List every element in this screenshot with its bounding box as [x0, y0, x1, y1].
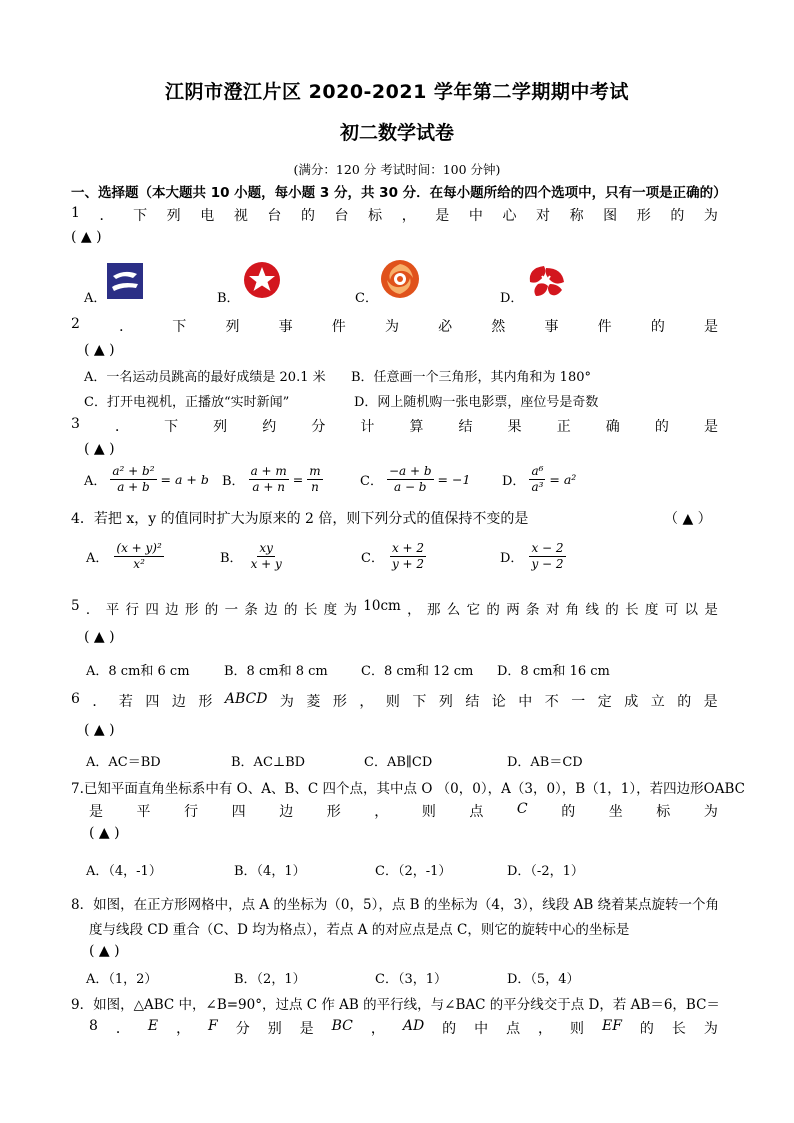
q6-char: 结: [465, 694, 480, 710]
fraction-denominator: n: [311, 480, 319, 494]
zhejiang-tv-logo: [107, 263, 143, 299]
q1-char: 列: [166, 208, 181, 224]
q4-option-b-label: B．: [220, 551, 243, 566]
fraction-numerator: a + m: [250, 464, 287, 478]
q6-char: 形: [198, 694, 213, 710]
q3-d-rhs: = a²: [549, 472, 577, 487]
q5-char: 长: [625, 602, 639, 618]
fraction-numerator: a² + b²: [112, 464, 155, 478]
q8-option-b: B．（2，1）: [234, 972, 306, 987]
q1-option-b-label: B．: [217, 291, 240, 306]
q3-b-fraction: [249, 464, 289, 495]
q6-option-d: D．AB＝CD: [507, 755, 583, 770]
q7-char: 边: [279, 804, 294, 820]
q6-option-a: A．AC＝BD: [86, 755, 161, 770]
q3-stem: [71, 416, 718, 436]
fraction-numerator: x + 2: [391, 541, 425, 555]
q2-number: 2: [71, 316, 80, 332]
q5-char: 的: [204, 602, 219, 618]
q6-char: 菱: [306, 694, 321, 710]
fraction-denominator: a + b: [117, 480, 150, 494]
q1-char: 台: [267, 208, 282, 224]
q4-option-a: [86, 541, 164, 572]
q3-char: 计: [360, 419, 375, 435]
q5-option-b: B．8 cm和 8 cm: [224, 664, 328, 679]
q7-option-a: A．（4，-1）: [86, 864, 162, 879]
q5-char: 两: [506, 602, 520, 618]
q1-char: 心: [502, 208, 517, 224]
q7-option-b: B．（4，1）: [234, 864, 306, 879]
q3-a-fraction: [110, 464, 156, 495]
q6-char: ．: [92, 694, 107, 710]
fraction-denominator: x + y: [250, 557, 282, 571]
q5-option-a: A．8 cm和 6 cm: [86, 664, 190, 679]
q2-char: ．: [119, 319, 134, 335]
q5-char: 长: [303, 602, 318, 618]
q6-option-c: C．AB∥CD: [364, 755, 433, 770]
q3-option-c: [360, 464, 470, 495]
q6-char: 下: [412, 694, 427, 710]
q1-char: 中: [468, 208, 483, 224]
q1-answer-mark: ( ▲ ): [71, 229, 102, 245]
q6-option-b: B．AC⊥BD: [231, 755, 306, 770]
q4-c-fraction: [390, 541, 426, 572]
q5-char: 四: [145, 602, 159, 618]
q5-char: 为: [343, 602, 357, 618]
q9-char: E: [147, 1018, 159, 1034]
q6-char: 则: [385, 694, 400, 710]
q3-char: 是: [703, 419, 718, 435]
q3-number: 3: [71, 416, 80, 432]
q5-char: 5: [71, 598, 80, 614]
q3-char: 下: [164, 419, 179, 435]
q6-char: 是: [703, 694, 718, 710]
q3-b-rhs-fraction: [307, 464, 322, 495]
q6-char: 论: [491, 694, 506, 710]
q9-stem-line2: [89, 1018, 718, 1038]
q7-char: 的: [561, 804, 576, 820]
q8-option-d: D．（5，4）: [507, 972, 580, 987]
q5-char: 10cm: [363, 598, 401, 614]
q3-char: ．: [115, 419, 129, 435]
q9-char: 分: [235, 1021, 250, 1037]
q4-d-fraction: [529, 541, 565, 572]
q2-char: 列: [225, 319, 240, 335]
q6-char: 为: [279, 694, 294, 710]
q6-char: 形: [332, 694, 347, 710]
q7-char: C: [516, 801, 528, 817]
q5-char: 是: [704, 602, 718, 618]
q5-char: 以: [684, 602, 699, 618]
q2-answer-mark: ( ▲ ): [84, 342, 115, 358]
q1-option-c-label: C．: [355, 291, 378, 306]
q7-char: 平: [136, 804, 151, 820]
q9-char: ，: [370, 1021, 385, 1037]
q3-char: 正: [556, 419, 571, 435]
q9-char: 长: [671, 1021, 686, 1037]
fraction-numerator: −a + b: [388, 464, 432, 478]
q3-char: 列: [213, 419, 228, 435]
q7-char: 是: [89, 804, 103, 820]
q8-answer-mark: ( ▲ ): [89, 943, 120, 959]
q8-stem-line2: 度与线段 CD 重合（C、D 均为格点），若点 A 的对应点是点 C，则它的旋转中心的坐标是: [89, 922, 630, 938]
q7-char: ，: [374, 804, 389, 820]
q4-option-d-label: D．: [500, 551, 524, 566]
q8-option-c: C．（3，1）: [375, 972, 447, 987]
q3-option-a-label: A．: [84, 474, 107, 489]
q9-char: 的: [442, 1021, 457, 1037]
q6-stem: [71, 691, 718, 711]
fraction-denominator: a³: [531, 480, 544, 494]
q6-char: 的: [677, 694, 692, 710]
q5-char: 线: [585, 602, 599, 618]
q3-char: 结: [458, 419, 473, 435]
exam-title: 江阴市澄江片区 2020-2021 学年第二学期期中考试: [165, 81, 629, 103]
q6-char: ，: [359, 694, 374, 710]
q5-char: 度: [323, 602, 338, 618]
q1-char: 对: [536, 208, 551, 224]
q1-stem: [71, 205, 718, 225]
q9-char: ，: [538, 1021, 553, 1037]
q5-char: 可: [664, 602, 679, 618]
exam-subtitle: 初二数学试卷: [339, 122, 454, 144]
q4-option-c: [361, 541, 426, 572]
q6-char: 列: [438, 694, 453, 710]
q9-char: 中: [474, 1021, 489, 1037]
q7-stem-line2: [89, 801, 718, 821]
q3-c-fraction: [387, 464, 434, 495]
q4-option-b: [220, 541, 284, 572]
q1-char: 的: [670, 208, 685, 224]
q9-char: 别: [267, 1021, 282, 1037]
fraction-numerator: (x + y)²: [116, 541, 162, 555]
q2-char: 是: [703, 319, 718, 335]
q2-option-b: B．任意画一个三角形，其内角和为 180°: [351, 370, 591, 385]
q5-char: ．: [85, 602, 100, 618]
q1-char: 视: [233, 208, 248, 224]
q3-b-equals: =: [292, 472, 304, 487]
q1-char: 称: [569, 208, 584, 224]
q5-char: ，: [407, 602, 421, 618]
q3-answer-mark: ( ▲ ): [84, 441, 115, 457]
q3-char: 果: [507, 419, 522, 435]
q4-a-fraction: [114, 541, 163, 572]
q2-char: 件: [331, 319, 346, 335]
q2-char: 的: [650, 319, 665, 335]
q6-char: 若: [118, 694, 133, 710]
fraction-numerator: x − 2: [531, 541, 564, 555]
q1-char: 是: [435, 208, 450, 224]
q2-char: 下: [172, 319, 187, 335]
q5-char: 它: [466, 602, 481, 618]
q5-char: 条: [244, 602, 258, 618]
q3-a-rhs: = a + b: [160, 472, 209, 487]
q4-option-a-label: A．: [86, 551, 109, 566]
q4-stem: 4．若把 x，y 的值同时扩大为原来的 2 倍，则下列分式的值保持不变的是: [71, 511, 529, 527]
q5-char: 边: [264, 602, 278, 618]
q9-char: 为: [703, 1021, 718, 1037]
q6-char: 一: [571, 694, 586, 710]
q5-char: 条: [526, 602, 540, 618]
q2-char: 然: [491, 319, 506, 335]
q5-answer-mark: ( ▲ ): [84, 629, 115, 645]
q5-option-c: C．8 cm和 12 cm: [361, 664, 474, 679]
fraction-numerator: m: [309, 464, 321, 478]
q1-option-a-label: A．: [84, 291, 107, 306]
q3-option-b-label: B．: [222, 474, 245, 489]
q2-char: 件: [597, 319, 612, 335]
q7-char: 行: [184, 804, 199, 820]
q7-char: 则: [421, 804, 436, 820]
q2-option-a: A．一名运动员跳高的最好成绩是 20.1 米: [84, 370, 326, 385]
q3-option-a: [84, 464, 209, 495]
q2-stem: [71, 316, 718, 336]
q1-char: 下: [133, 208, 148, 224]
q4-option-d: [500, 541, 566, 572]
q6-char: 定: [597, 694, 612, 710]
exam-meta: (满分：120 分 考试时间：100 分钟): [293, 162, 501, 177]
q6-char: 立: [650, 694, 665, 710]
q1-char: 图: [603, 208, 618, 224]
red-logo: [524, 262, 568, 300]
q9-char: 8: [89, 1018, 98, 1034]
q7-option-c: C．（2，-1）: [375, 864, 452, 879]
q6-answer-mark: ( ▲ ): [84, 722, 115, 738]
q2-option-d: D．网上随机购一张电影票，座位号是奇数: [354, 395, 599, 410]
q9-char: 的: [639, 1021, 654, 1037]
q6-char: 6: [71, 691, 80, 707]
q5-stem: [71, 598, 718, 618]
q6-char: ABCD: [224, 691, 268, 707]
section-heading: 一、选择题（本大题共 10 小题，每小题 3 分，共 30 分．在每小题所给的四个选项中，只有一项是正确的）: [71, 185, 727, 201]
q4-b-fraction: [249, 541, 284, 572]
q1-char: 台: [334, 208, 349, 224]
q3-option-d: [502, 464, 576, 495]
q7-answer-mark: ( ▲ ): [89, 825, 120, 841]
q4-answer-mark: （ ▲ ）: [664, 511, 712, 527]
phoenix-tv-logo: [378, 258, 422, 300]
fraction-denominator: a − b: [393, 480, 427, 494]
q2-char: 必: [438, 319, 453, 335]
q5-char: 对: [545, 602, 560, 618]
q5-char: 度: [644, 602, 659, 618]
q9-stem-line1: 9．如图，△ABC 中，∠B=90°，过点 C 作 AB 的平行线，与∠BAC 的平分线交于点 D，若 AB＝6，BC＝: [71, 997, 720, 1013]
q3-option-b: [222, 464, 323, 495]
q5-char: 形: [184, 602, 199, 618]
q9-char: ．: [115, 1021, 130, 1037]
fraction-numerator: a⁶: [531, 464, 544, 478]
q3-char: 算: [409, 419, 424, 435]
star-tv-logo: [242, 261, 282, 299]
fraction-denominator: y − 2: [531, 557, 564, 571]
q9-char: AD: [402, 1018, 425, 1034]
q3-char: 的: [654, 419, 669, 435]
q7-char: 为: [703, 804, 718, 820]
q9-char: ，: [176, 1021, 191, 1037]
q7-stem-line1: 7.已知平面直角坐标系中有 O、A、B、C 四个点，其中点 O （0，0），A（3，0），B（1，1），若四边形OABC: [71, 781, 745, 797]
q1-char: ，: [401, 208, 416, 224]
q8-stem-line1: 8．如图，在正方形网格中，点 A 的坐标为（0，5），点 B 的坐标为（4，3），线段 AB 绕着某点旋转一个角: [71, 897, 720, 913]
q5-char: 角: [565, 602, 580, 618]
q9-char: EF: [601, 1018, 622, 1034]
q1-char: 的: [300, 208, 315, 224]
q6-char: 边: [171, 694, 186, 710]
q3-char: 约: [262, 419, 277, 435]
q9-char: 是: [299, 1021, 314, 1037]
q5-char: 边: [165, 602, 179, 618]
q5-option-d: D．8 cm和 16 cm: [497, 664, 610, 679]
q5-char: 平: [105, 602, 120, 618]
q6-char: 四: [145, 694, 160, 710]
fraction-denominator: x²: [133, 557, 145, 571]
q3-char: 分: [311, 419, 326, 435]
fraction-numerator: xy: [259, 541, 273, 555]
q6-char: 中: [518, 694, 533, 710]
q6-char: 成: [624, 694, 639, 710]
q5-char: 一: [224, 602, 239, 618]
q5-char: 那: [426, 602, 441, 618]
q5-char: 的: [486, 602, 500, 618]
q2-char: 事: [278, 319, 293, 335]
q1-char: 电: [200, 208, 215, 224]
q1-char: 标: [368, 208, 383, 224]
q9-char: 则: [570, 1021, 585, 1037]
q3-d-fraction: [529, 464, 545, 495]
q2-option-c: C．打开电视机，正播放“实时新闻”: [84, 395, 290, 410]
q1-char: 为: [703, 208, 718, 224]
q7-char: 坐: [608, 804, 623, 820]
fraction-denominator: y + 2: [391, 557, 425, 571]
q9-char: 点: [506, 1021, 521, 1037]
q2-char: 为: [384, 319, 399, 335]
q5-char: 的: [605, 602, 619, 618]
q1-char: ．: [99, 208, 114, 224]
q1-number: 1: [71, 205, 80, 221]
q2-char: 事: [544, 319, 559, 335]
q1-option-d-label: D．: [500, 291, 524, 306]
q5-char: 的: [284, 602, 298, 618]
q3-char: 确: [605, 419, 620, 435]
q8-option-a: A．（1，2）: [86, 972, 158, 987]
q5-char: 么: [446, 602, 461, 618]
q3-option-c-label: C．: [360, 474, 383, 489]
q9-char: BC: [331, 1018, 353, 1034]
q4-option-c-label: C．: [361, 551, 384, 566]
q7-char: 形: [326, 804, 341, 820]
q5-char: 行: [125, 602, 140, 618]
q7-char: 点: [469, 804, 484, 820]
fraction-denominator: a + n: [252, 480, 285, 494]
q7-char: 标: [656, 804, 671, 820]
q6-char: 不: [544, 694, 559, 710]
q1-char: 形: [636, 208, 651, 224]
q7-char: 四: [231, 804, 246, 820]
q3-option-d-label: D．: [502, 474, 526, 489]
q7-option-d: D．（-2，1）: [507, 864, 584, 879]
q9-char: F: [208, 1018, 218, 1034]
q3-c-rhs: = −1: [437, 472, 471, 487]
